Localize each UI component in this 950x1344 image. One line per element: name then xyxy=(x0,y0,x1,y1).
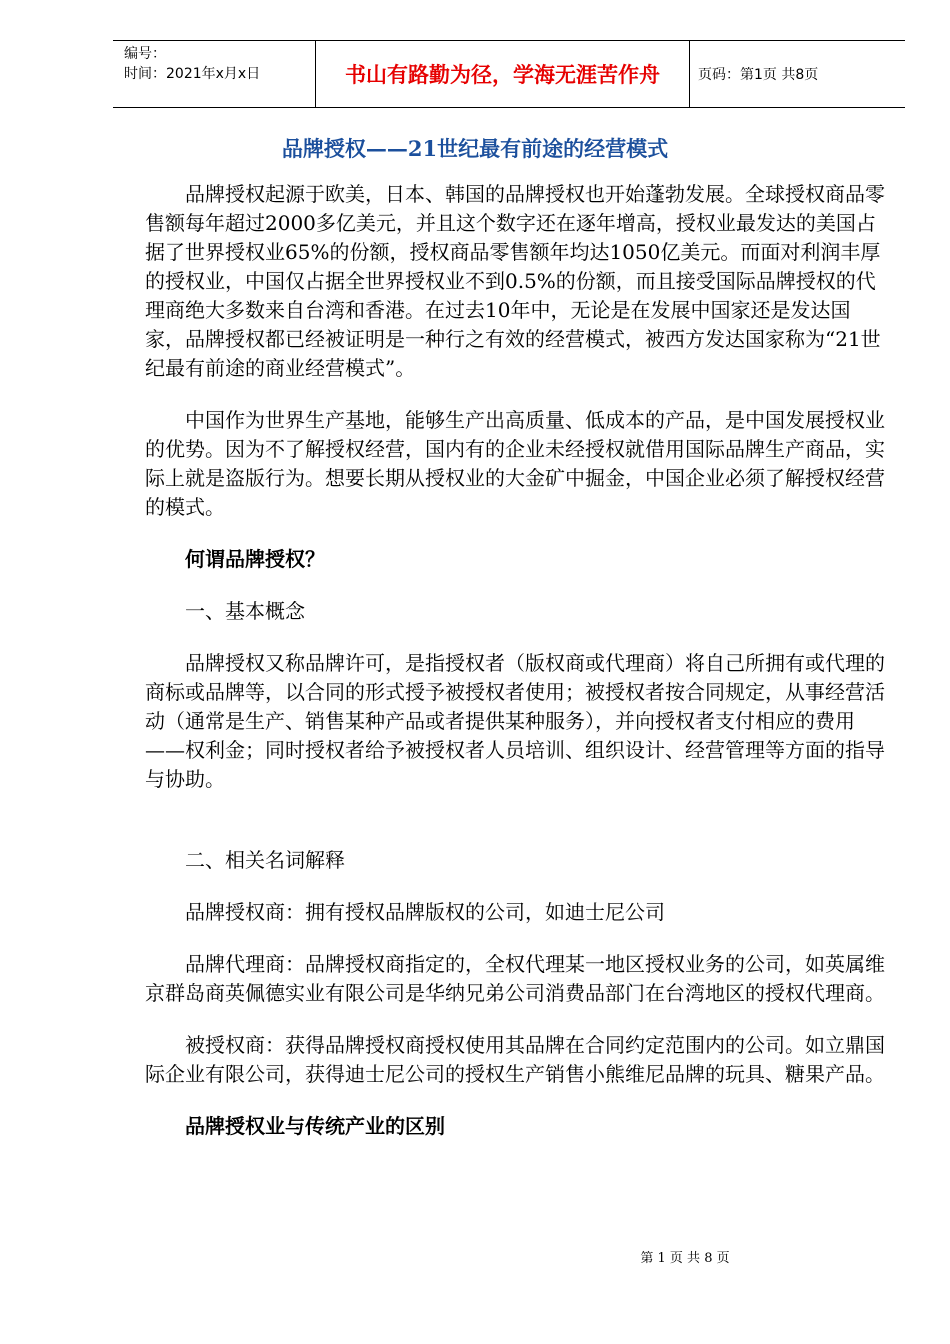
section-heading-difference: 品牌授权业与传统产业的区别 xyxy=(185,1114,445,1138)
page-footer xyxy=(0,1250,950,1268)
footer-page-number: 第 1 页 共 8 页 xyxy=(640,1251,730,1266)
time-label: 时间：2021年x月x日 xyxy=(124,66,261,82)
paragraph-agent: 品牌代理商：品牌授权商指定的，全权代理某一地区授权业务的公司，如英属维京群岛商英佩德实业有限公司是华纳兄弟公司消费品部门在台湾地区的授权代理商。 xyxy=(145,952,885,1005)
section-heading-definition: 何谓品牌授权？ xyxy=(185,547,325,571)
paragraph-concept: 品牌授权又称品牌许可，是指授权者（版权商或代理商）将自己所拥有或代理的商标或品牌等，以合同的形式授予被授权者使用；被授权者按合同规定，从事经营活动（通常是生产、销售某种产品或者提供某种服务），并向授权者支付相应的费用——权利金；同时授权者给予被授权者人员培训、组织设计、经营管理等方面的指导与协助。 xyxy=(145,651,885,791)
paragraph-intro: 品牌授权起源于欧美，日本、韩国的品牌授权也开始蓬勃发展。全球授权商品零售额每年超过2000多亿美元，并且这个数字还在逐年增高，授权业最发达的美国占据了世界授权业65%的份额，授权商品零售额年均达1050亿美元。而面对利润丰厚的授权业，中国仅占据全世界授权业不到0.5%的份额，而且接受国际品牌授权的代理商绝大多数来自台湾和香港。在过去10年中，无论是在发展中国家还是发达国家，品牌授权都已经被证明是一种行之有效的经营模式，被西方发达国家称为“21世纪最有前途的商业经营模式”。 xyxy=(145,182,885,380)
paragraph-licensee: 被授权商：获得品牌授权商授权使用其品牌在合同约定范围内的公司。如立鼎国际企业有限公司，获得迪士尼公司的授权生产销售小熊维尼品牌的玩具、糖果产品。 xyxy=(145,1033,885,1086)
header-motto: 书山有路勤为径，学海无涯苦作舟 xyxy=(316,41,690,107)
header-page-info: 页码：第1页 共8页 xyxy=(698,67,819,83)
header-meta xyxy=(113,41,316,107)
subheading-terms: 二、相关名词解释 xyxy=(185,848,345,872)
page-header xyxy=(113,40,905,108)
article-title: 品牌授权——21世纪最有前途的经营模式 xyxy=(281,136,669,161)
paragraph-licensor: 品牌授权商：拥有授权品牌版权的公司，如迪士尼公司 xyxy=(185,900,665,924)
number-label: 编号： xyxy=(124,46,166,62)
paragraph-china: 中国作为世界生产基地，能够生产出高质量、低成本的产品，是中国发展授权业的优势。因为不了解授权经营，国内有的企业未经授权就借用国际品牌生产商品，实际上就是盗版行为。想要长期从授权业的大金矿中掘金，中国企业必须了解授权经营的模式。 xyxy=(145,408,885,519)
subheading-basic-concept: 一、基本概念 xyxy=(185,599,305,623)
article-body xyxy=(145,180,890,1141)
